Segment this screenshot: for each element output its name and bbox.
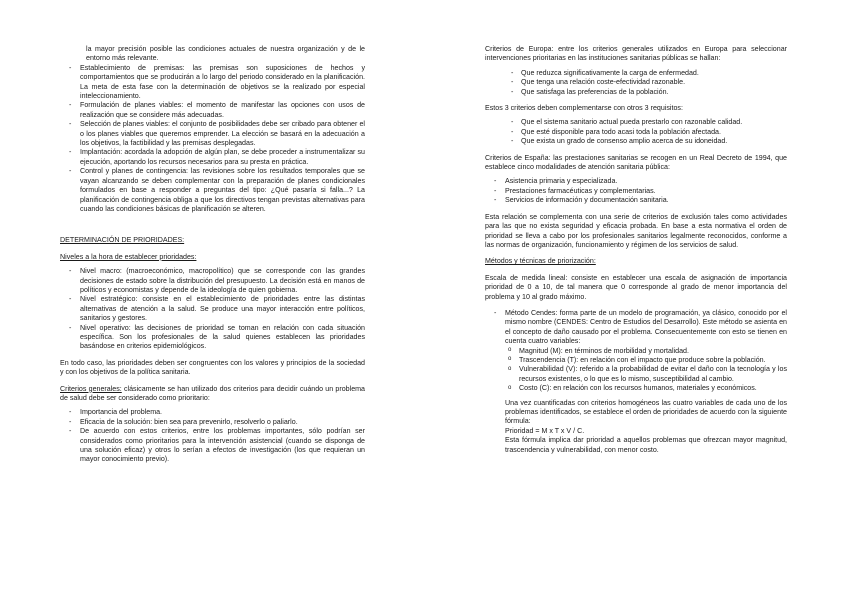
continued-paragraph: la mayor precisión posible las condiciones actuales de nuestra organización y de le entorno más relevante. [86, 45, 365, 63]
paragraph: En todo caso, las prioridades deben ser congruentes con los valores y principios de la sociedad y con los objetivos de la política sanitaria. [60, 358, 365, 377]
list-item: - Que reduzca significativamente la carga de enfermedad. [485, 69, 787, 78]
list-item: - Nivel macro: (macroeconómico, macropolítico) que se corresponde con las grandes decisiones de estado sobre la distribución del presupuesto. La decisión está en manos de políticos y economistas y depende de la ideología de quien gobierna. [60, 267, 365, 295]
cendes-method-text: Método Cendes: forma parte de un modelo de programación, ya clásico, conocido por el mismo nombre (CENDES: Centro de Estudios del Desarrollo). Este método se asienta en el concepto de daño causado por el problema. Consecuentemente con esto se tienen en cuenta cuatro variables: [505, 308, 787, 346]
priority-formula: Prioridad = M x T x V / C. [505, 426, 585, 435]
section-subheading: Niveles a la hora de establecer prioridades: [60, 252, 197, 261]
list-item: o Costo (C): en relación con los recursos humanos, materiales y económicos. [505, 384, 787, 393]
list-item: - Control y planes de contingencia: las revisiones sobre los resultados temporales que se vayan alcanzando se deben complementar con la preparación de planes condicionales formulados en base a responder a preguntas del tipo: ¿Qué pasaría si falla...? La planificación de contingencia obliga a que los directivos tengan previstas alternativas para cuando las condiciones básicas de planificación se alteren. [60, 167, 365, 214]
europe-criteria-intro: Criterios de Europa: entre los criterios generales utilizados en Europa para seleccionar intervenciones prioritarias en las instituciones sanitarias públicas se hallan: [485, 45, 787, 63]
list-item: - Que exista un grado de consenso amplio acerca de su idoneidad. [485, 137, 787, 146]
list-item: - Que satisfaga las preferencias de la población. [485, 88, 787, 97]
planning-steps-list [60, 64, 365, 215]
list-item: - Eficacia de la solución: bien sea para prevenirlo, resolverlo o paliarlo. [60, 418, 365, 427]
list-item: - Que tenga una relación coste-efectividad razonable. [485, 78, 787, 87]
list-item: - Que el sistema sanitario actual pueda prestarlo con razonable calidad. [485, 118, 787, 127]
list-item: - Formulación de planes viables: el momento de manifestar las opciones con usos de realización que se considere más adecuadas. [60, 101, 365, 120]
right-column [485, 45, 787, 455]
list-item: - Servicios de información y documentación sanitaria. [485, 196, 787, 205]
linear-scale-paragraph: Escala de medida lineal: consiste en establecer una escala de asignación de importancia prioridad de 0 a 10, de tal manera que 0 corresponde al grado de menor importancia del problema y 10 al grado máximo. [485, 273, 787, 301]
list-item: o Vulnerabilidad (V): referido a la probabilidad de evitar el daño con la tecnología y los recursos existentes, o lo que es lo mismo, susceptibilidad al cambio. [505, 365, 787, 384]
paragraph: Una vez cuantificadas con criterios homogéneos las cuatro variables de cada uno de los problemas identificados, se establece el orden de prioridades de acuerdo con la siguiente fórmula: [505, 398, 787, 426]
criteria-paragraph [60, 385, 365, 404]
list-item: - Nivel operativo: las decisiones de prioridad se toman en relación con cada situación específica. Son los profesionales de la salud quienes establecen las prioridades basándose en criterios epidemiológicos. [60, 324, 365, 352]
methods-list [485, 309, 787, 455]
requirements-list [485, 118, 787, 146]
criteria-label: Criterios generales: [60, 384, 122, 393]
list-item: - Que esté disponible para todo acasi toda la población afectada. [485, 128, 787, 137]
list-item: - Establecimiento de premisas: las premisas son suposiciones de hechos y comportamientos que se producirán a lo largo del periodo considerado en la planificación. La meta de esta fase con la determinación de objetivos se la realizado por especial inteleccionamiento. [60, 64, 365, 102]
list-item: o Trascendencia (T): en relación con el impacto que produce sobre la población. [505, 356, 787, 365]
methods-heading: Métodos y técnicas de priorización: [485, 257, 596, 266]
requirements-intro: Estos 3 criterios deben complementarse con otros 3 requisitos: [485, 104, 683, 113]
criteria-text: clásicamente se han utilizado dos criterios para decidir cuándo un problema de salud debe ser considerado como prioritario: [60, 384, 365, 402]
formula-note: Esta fórmula implica dar prioridad a aquellos problemas que ofrezcan mayor magnitud, trascendencia y vulnerabilidad, con menor costo. [505, 436, 787, 454]
list-item: o Magnitud (M): en términos de morbilidad y mortalidad. [505, 347, 787, 356]
paragraph: Esta relación se complementa con una serie de criterios de exclusión tales como actividades para las que no exista seguridad y eficacia probada. En base a esta normativa el orden de prioridad se lleva a cabo por los profesionales sanitarios legalmente reconocidos, conforme a las normas de organización, funcionamiento y régimen de los servicios de salud. [485, 212, 787, 249]
spain-criteria-intro: Criterios de España: las prestaciones sanitarias se recogen en un Real Decreto de 1994, que establece cinco modalidades de atención sanitaria pública: [485, 153, 787, 172]
general-criteria-list [60, 408, 365, 464]
list-item [485, 309, 787, 455]
list-item: - De acuerdo con estos criterios, entre los problemas importantes, sólo podrían ser considerados como prioritarios para la intervención asistencial (cuando se disponga de una solución eficaz) y otros lo serían a efectos de investigación (los que requieran un mayor conocimiento previo). [60, 427, 365, 465]
list-item: - Importancia del problema. [60, 408, 365, 417]
list-item: - Implantación: acordada la adopción de algún plan, se debe proceder a instrumentalizar su ejecución, aportando los recursos necesarios para su presta en práctica. [60, 148, 365, 167]
list-item: - Nivel estratégico: consiste en el establecimiento de prioridades entre las distintas alternativas de atención a la salud. Se produce una mayor interacción entre políticos, sanitarios y gestores. [60, 295, 365, 323]
priority-levels-list [60, 267, 365, 352]
left-column [60, 45, 365, 465]
list-item: - Selección de planes viables: el conjunto de posibilidades debe ser cribado para obtener el o los planes viables que queremos emprender. La elección se basará en la adecuación a los objetivos, la factibilidad y las premisas desplegadas. [60, 120, 365, 148]
spain-criteria-list [485, 177, 787, 205]
list-item: - Prestaciones farmacéuticas y complementarias. [485, 187, 787, 196]
list-item: - Asistencia primaria y especializada. [485, 177, 787, 186]
cendes-variables-list [505, 347, 787, 394]
section-heading: DETERMINACIÓN DE PRIORIDADES: [60, 236, 185, 245]
europe-criteria-list [485, 69, 787, 97]
